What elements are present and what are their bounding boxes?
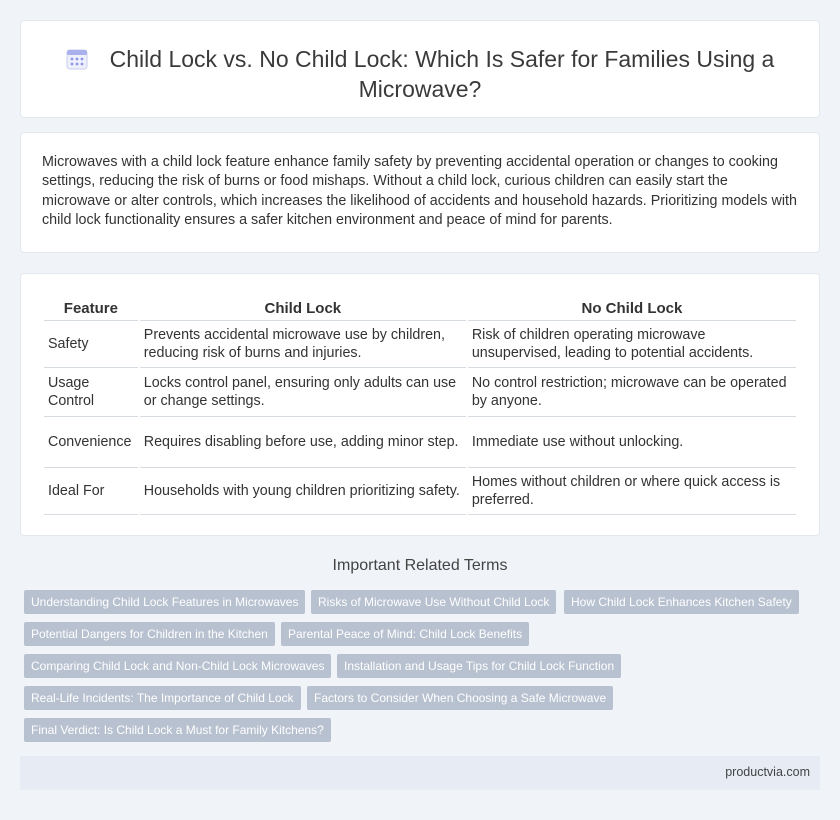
intro-card — [20, 132, 820, 253]
related-tag[interactable]: Factors to Consider When Choosing a Safe Microwave — [307, 686, 613, 710]
header-feature: Feature — [44, 295, 138, 321]
row-child-lock: Households with young children prioritizing safety. — [140, 468, 466, 515]
row-child-lock: Locks control panel, ensuring only adults can use or change settings. — [140, 368, 466, 417]
table-row — [44, 321, 796, 368]
row-feature: Convenience — [44, 417, 138, 468]
comparison-table — [42, 295, 798, 515]
page-title-wrap — [21, 44, 819, 104]
table-row — [44, 417, 796, 468]
row-no-child-lock: Immediate use without unlocking. — [468, 417, 796, 468]
calendar-grid-icon — [66, 48, 88, 70]
title-card — [20, 20, 820, 118]
row-no-child-lock: No control restriction; microwave can be operated by anyone. — [468, 368, 796, 417]
table-row — [44, 468, 796, 515]
related-tag[interactable]: Understanding Child Lock Features in Microwaves — [24, 590, 305, 614]
header-child-lock: Child Lock — [140, 295, 466, 321]
table-header-row — [44, 295, 796, 321]
row-no-child-lock: Homes without children or where quick access is preferred. — [468, 468, 796, 515]
related-tag[interactable]: Risks of Microwave Use Without Child Lock — [311, 590, 556, 614]
related-tag[interactable]: Parental Peace of Mind: Child Lock Benefits — [281, 622, 529, 646]
row-feature: Usage Control — [44, 368, 138, 417]
row-child-lock: Prevents accidental microwave use by children, reducing risk of burns and injuries. — [140, 321, 466, 368]
related-tag[interactable]: How Child Lock Enhances Kitchen Safety — [564, 590, 799, 614]
related-tag[interactable]: Real-Life Incidents: The Importance of Child Lock — [24, 686, 301, 710]
table-row — [44, 368, 796, 417]
row-no-child-lock: Risk of children operating microwave unsupervised, leading to potential accidents. — [468, 321, 796, 368]
related-tag[interactable]: Comparing Child Lock and Non-Child Lock Microwaves — [24, 654, 331, 678]
related-tag[interactable]: Installation and Usage Tips for Child Lock Function — [337, 654, 621, 678]
related-terms-heading: Important Related Terms — [332, 557, 508, 574]
related-tag[interactable]: Final Verdict: Is Child Lock a Must for Family Kitchens? — [24, 718, 331, 742]
header-no-child-lock: No Child Lock — [468, 295, 796, 321]
row-feature: Safety — [44, 321, 138, 368]
row-feature: Ideal For — [44, 468, 138, 515]
intro-paragraph: Microwaves with a child lock feature enhance family safety by preventing accidental operation or changes to cooking settings, reducing the risk of burns or food mishaps. Without a child lock, curious children can easily start the microwave or alter controls, which increases the likelihood of accidents and household hazards. Prioritizing models with child lock functionality ensures a safer kitchen environment and peace of mind for parents. — [42, 154, 797, 228]
footer — [20, 756, 820, 790]
page-title: Child Lock vs. No Child Lock: Which Is Safer for Families Using a Microwave? — [109, 46, 775, 102]
comparison-card — [20, 273, 820, 536]
related-tag[interactable]: Potential Dangers for Children in the Kitchen — [24, 622, 275, 646]
row-child-lock: Requires disabling before use, adding minor step. — [140, 417, 466, 468]
footer-site-link[interactable]: productvia.com — [725, 765, 810, 779]
